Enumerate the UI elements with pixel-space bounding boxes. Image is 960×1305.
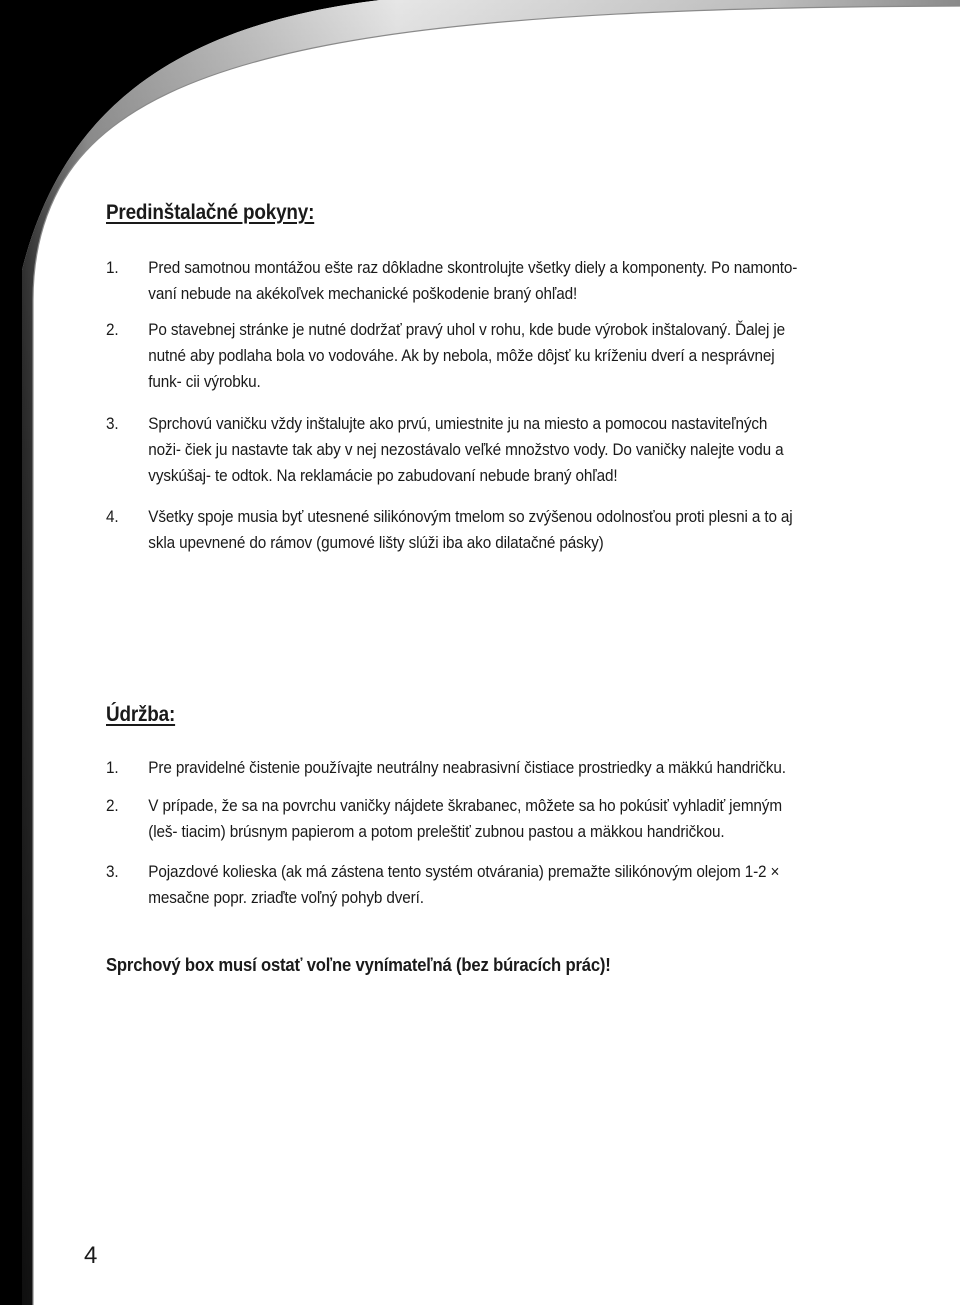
preinstall-item-2 [106,317,799,395]
item-text: V prípade, že sa na povrchu vaničky nájdete škrabanec, môžete sa ho pokúsiť vyhladiť jemným (leš- tiacim) brúsnym papierom a potom preleštiť zubnou pastou a mäkkou handričkou. [148,796,782,841]
preinstall-item-4 [106,504,799,556]
item-number: 2. [106,320,119,339]
preinstall-item-3 [106,411,799,489]
maintenance-item-3 [106,859,799,911]
item-number: 2. [106,796,119,815]
item-text: Po stavebnej stránke je nutné dodržať pravý uhol v rohu, kde bude výrobok inštalovaný. Ďalej je nutné aby podlaha bola vo vodováhe. Ak by nebola, môže dôjsť ku kríženiu dverí a nesprávnej funk- cii výrobku. [148,320,786,391]
item-text: Všetky spoje musia byť utesnené silikónovým tmelom so zvýšenou odolnosťou proti plesni a to aj skla upevnené do rámov (gumové lišty slúži iba ako dilatačné pásky) [148,507,793,552]
preinstall-item-1 [106,255,799,307]
preinstall-heading: Predinštalačné pokyny: [106,201,315,224]
item-text: Pojazdové kolieska (ak má zástena tento systém otvárania) premažte silikónovým olejom 1-2 × mesačne popr. zriaďte voľný pohyb dverí. [148,862,780,907]
maintenance-item-2 [106,793,799,845]
item-number: 1. [106,258,119,277]
item-text: Pred samotnou montážou ešte raz dôkladne skontrolujte všetky diely a komponenty. Po namonto- vaní nebude na akékoľvek mechanické poškodenie braný ohľad! [148,258,798,303]
item-number: 4. [106,507,119,526]
item-number: 3. [106,862,119,881]
item-text: Sprchovú vaničku vždy inštalujte ako prvú, umiestnite ju na miesto a pomocou nastaviteľných noži- čiek ju nastavte tak aby v nej nezostávalo veľké množstvo vody. Do vaničky nalejte vodu a vyskúšaj- te odtok. Na reklamácie po zabudovaní nebude braný ohľad! [148,414,784,485]
item-number: 1. [106,758,119,777]
item-text: Pre pravidelné čistenie používajte neutrálny neabrasivní čistiace prostriedky a mäkkú handričku. [148,758,786,777]
item-number: 3. [106,414,119,433]
warning-note: Sprchový box musí ostať voľne vynímateľná (bez búracích prác)! [106,954,611,975]
maintenance-heading: Údržba: [106,703,176,726]
page-number: 4 [84,1242,98,1269]
maintenance-item-1 [106,755,799,781]
